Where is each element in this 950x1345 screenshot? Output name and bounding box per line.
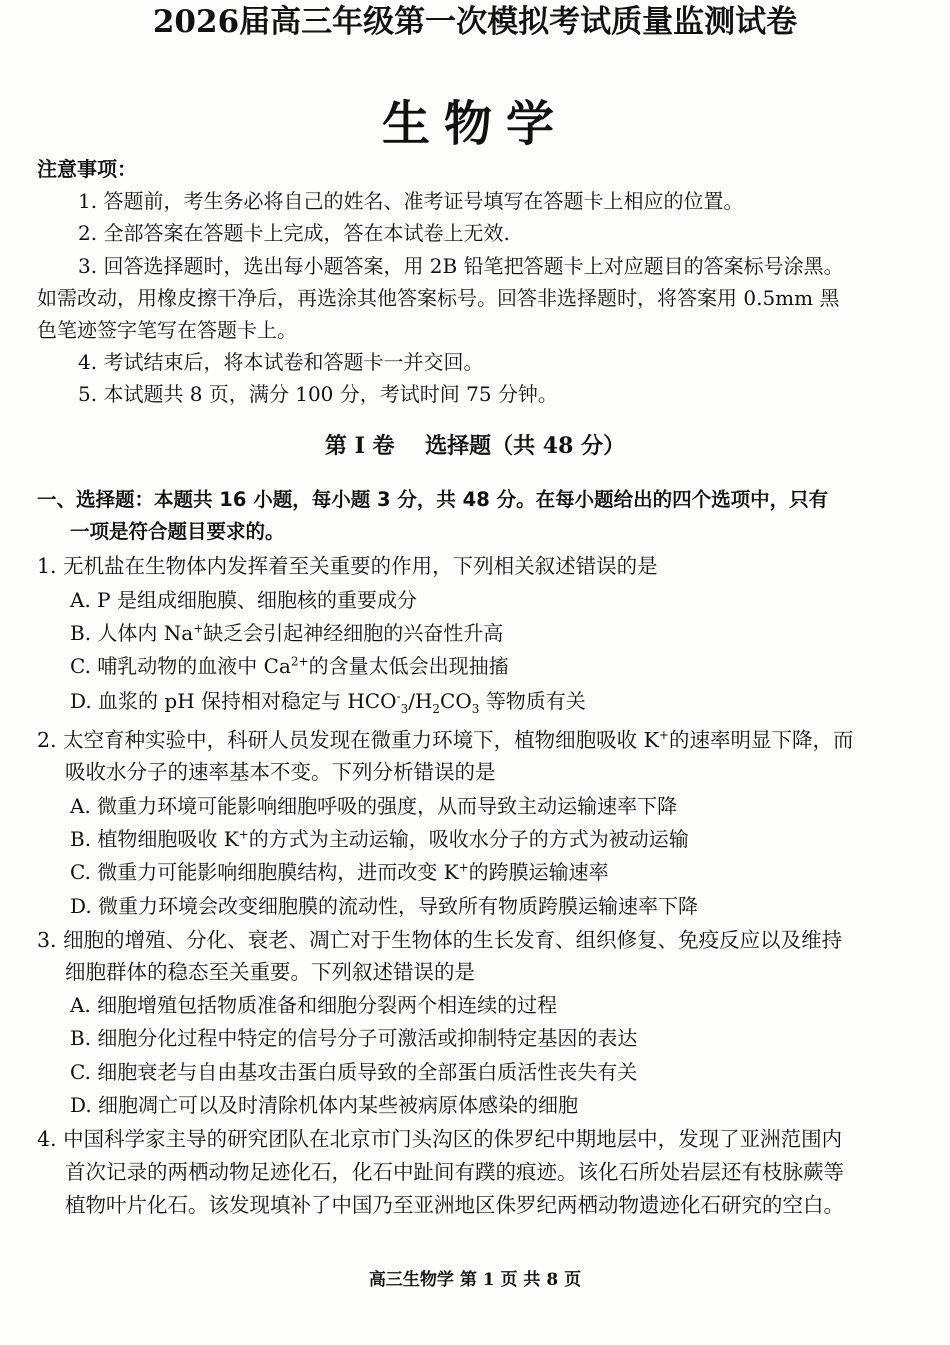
question-2-option-b: B. 植物细胞吸收 K+的方式为主动运输，吸收水分子的方式为被动运输 — [70, 827, 689, 851]
question-3-option-b: B. 细胞分化过程中特定的信号分子可激活或抑制特定基因的表达 — [70, 1026, 638, 1050]
notice-item-3-cont2: 色笔迹签字笔写在答题卡上。 — [37, 318, 297, 342]
notice-item-3: 3. 回答选择题时，选出每小题答案，用 2B 铅笔把答题卡上对应题目的答案标号涂黑。 — [78, 254, 844, 278]
page-footer: 高三生物学 第 1 页 共 8 页 — [368, 1270, 582, 1290]
question-1-option-d: D. 血浆的 pH 保持相对稳定与 $HCO^-_3/H_2CO_3$ 等物质有关 — [70, 689, 586, 716]
question-1-option-a: A. P 是组成细胞膜、细胞核的重要成分 — [70, 588, 417, 612]
part-instructions: 一、选择题：本题共 16 小题，每小题 3 分，共 48 分。在每小题给出的四个选项中，只有 — [37, 488, 829, 511]
question-2-stem: 2. 太空育种实验中，科研人员发现在微重力环境下，植物细胞吸收 K+的速率明显下降，而 — [37, 728, 854, 752]
notice-item-1: 1. 答题前，考生务必将自己的姓名、准考证号填写在答题卡上相应的位置。 — [78, 189, 744, 213]
notice-heading: 注意事项： — [37, 157, 137, 181]
notice-item-2: 2. 全部答案在答题卡上完成，答在本试卷上无效. — [78, 221, 510, 245]
question-3-option-c: C. 细胞衰老与自由基攻击蛋白质导致的全部蛋白质活性丧失有关 — [70, 1060, 638, 1084]
question-3-stem-cont: 细胞群体的稳态至关重要。下列叙述错误的是 — [65, 960, 475, 984]
question-2-stem-cont: 吸收水分子的速率基本不变。下列分析错误的是 — [65, 760, 496, 784]
question-3-stem: 3. 细胞的增殖、分化、衰老、凋亡对于生物体的生长发育、组织修复、免疫反应以及维持 — [37, 928, 843, 952]
notice-item-5: 5. 本试题共 8 页，满分 100 分，考试时间 75 分钟。 — [78, 382, 558, 406]
subject-title: 生物学 — [381, 96, 568, 152]
question-2-option-a: A. 微重力环境可能影响细胞呼吸的强度，从而导致主动运输速率下降 — [70, 794, 678, 818]
part-instructions-cont: 一项是符合题目要求的。 — [70, 520, 285, 543]
question-4-stem: 4. 中国科学家主导的研究团队在北京市门头沟区的侏罗纪中期地层中，发现了亚洲范围内 — [37, 1127, 843, 1151]
question-3-option-a: A. 细胞增殖包括物质准备和细胞分裂两个相连续的过程 — [70, 993, 558, 1017]
question-3-option-d: D. 细胞凋亡可以及时清除机体内某些被病原体感染的细胞 — [70, 1093, 579, 1117]
question-4-stem-cont: 首次记录的两栖动物足迹化石，化石中趾间有蹼的痕迹。该化石所处岩层还有枝脉蕨等 — [65, 1160, 844, 1184]
notice-item-3-cont: 如需改动，用橡皮擦干净后，再选涂其他答案标号。回答非选择题时，将答案用 0.5mm 黑 — [37, 286, 840, 310]
section-title: 第 I 卷 选择题（共 48 分） — [324, 433, 626, 459]
question-4-stem-cont2: 植物叶片化石。该发现填补了中国乃至亚洲地区侏罗纪两栖动物遗迹化石研究的空白。 — [65, 1193, 844, 1217]
exam-title: 2026届高三年级第一次模拟考试质量监测试卷 — [152, 4, 798, 40]
notice-item-4: 4. 考试结束后，将本试卷和答题卡一并交回。 — [78, 350, 484, 374]
question-1-option-b: B. 人体内 Na+缺乏会引起神经细胞的兴奋性升高 — [70, 621, 504, 645]
question-1-stem: 1. 无机盐在生物体内发挥着至关重要的作用，下列相关叙述错误的是 — [37, 554, 658, 578]
question-2-option-d: D. 微重力环境会改变细胞膜的流动性，导致所有物质跨膜运输速率下降 — [70, 894, 699, 918]
question-1-option-c: C. 哺乳动物的血液中 $Ca^{2+}$的含量太低会出现抽搐 — [70, 654, 509, 678]
question-2-option-c: C. 微重力可能影响细胞膜结构，进而改变 K+的跨膜运输速率 — [70, 860, 609, 884]
